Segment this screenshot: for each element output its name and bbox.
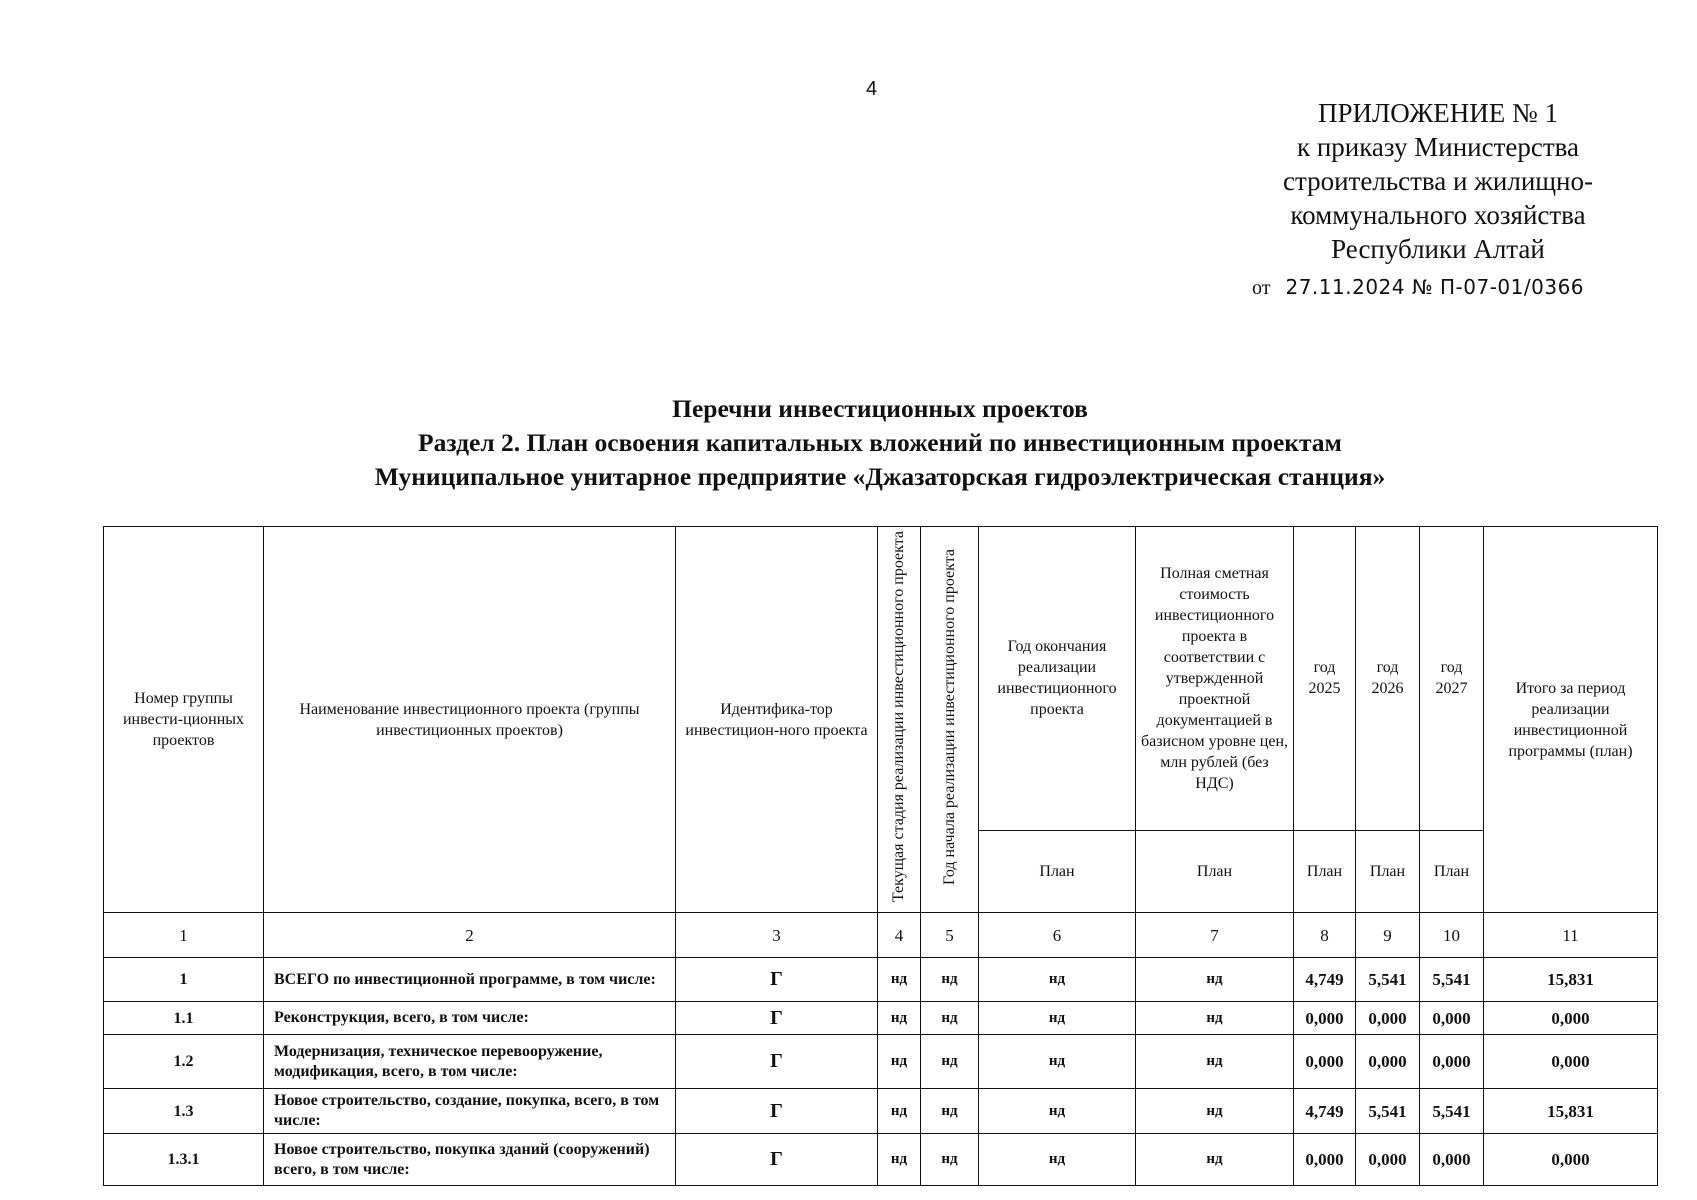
row-stage: нд <box>878 958 921 1002</box>
row-full-cost: нд <box>1136 1134 1294 1186</box>
header-stage <box>878 527 921 913</box>
row-2025: 4,749 <box>1294 1089 1356 1134</box>
date-prefix: от <box>1252 277 1271 299</box>
table-row <box>104 958 1658 1002</box>
row-2026: 0,000 <box>1356 1002 1420 1035</box>
row-stage: нд <box>878 1134 921 1186</box>
row-full-cost: нд <box>1136 958 1294 1002</box>
row-number: 1.2 <box>104 1035 264 1089</box>
row-name: Модернизация, техническое перевооружение, модификация, всего, в том числе: <box>264 1035 676 1089</box>
row-2026: 5,541 <box>1356 958 1420 1002</box>
row-end-year: нд <box>979 1134 1136 1186</box>
row-2025: 0,000 <box>1294 1035 1356 1089</box>
row-number: 1.3.1 <box>104 1134 264 1186</box>
row-stage: нд <box>878 1035 921 1089</box>
row-start-year: нд <box>921 1089 979 1134</box>
main-title: Перечни инвестиционных проектов <box>672 394 1088 423</box>
table-row <box>104 1035 1658 1089</box>
row-2025: 0,000 <box>1294 1002 1356 1035</box>
investment-projects-table <box>103 526 1658 1186</box>
row-start-year: нд <box>921 1002 979 1035</box>
row-identifier: Г <box>676 1035 878 1089</box>
header-stage-text: Текущая стадия реализации инвестиционного проекта <box>890 531 907 903</box>
column-number: 4 <box>878 913 921 958</box>
column-number: 9 <box>1356 913 1420 958</box>
row-2025: 4,749 <box>1294 958 1356 1002</box>
plan-label: План <box>1356 830 1420 912</box>
row-start-year: нд <box>921 1134 979 1186</box>
row-number: 1.1 <box>104 1002 264 1035</box>
row-end-year: нд <box>979 1089 1136 1134</box>
row-end-year: нд <box>979 1002 1136 1035</box>
order-number: 27.11.2024 № П-07-01/0366 <box>1285 275 1585 299</box>
row-2026: 5,541 <box>1356 1089 1420 1134</box>
row-identifier: Г <box>676 1134 878 1186</box>
row-2026: 0,000 <box>1356 1035 1420 1089</box>
header-full-cost: Полная сметная стоимость инвестиционного проекта в соответствии с утвержденной проектной документацией в базисном уровне цен, млн рублей (без НДС) <box>1136 527 1294 831</box>
row-stage: нд <box>878 1002 921 1035</box>
table-row <box>104 1002 1658 1035</box>
appendix-line: коммунального хозяйства <box>1290 200 1586 230</box>
page-number: 4 <box>866 78 878 100</box>
row-total: 0,000 <box>1484 1134 1658 1186</box>
section-title: Раздел 2. План освоения капитальных вложений по инвестиционным проектам <box>418 428 1342 457</box>
row-identifier: Г <box>676 958 878 1002</box>
appendix-header <box>1248 96 1628 305</box>
header-total: Итого за период реализации инвестиционной программы (план) <box>1484 527 1658 913</box>
column-number-row <box>104 913 1658 958</box>
header-year-2025: год 2025 <box>1294 527 1356 831</box>
row-name: ВСЕГО по инвестиционной программе, в том числе: <box>264 958 676 1002</box>
row-identifier: Г <box>676 1089 878 1134</box>
row-2027: 5,541 <box>1420 1089 1484 1134</box>
column-number: 6 <box>979 913 1136 958</box>
table-row <box>104 1134 1658 1186</box>
row-2026: 0,000 <box>1356 1134 1420 1186</box>
header-project-name: Наименование инвестиционного проекта (группы инвестиционных проектов) <box>264 527 676 913</box>
order-date-line <box>1248 270 1628 305</box>
header-end-year: Год окончания реализации инвестиционного проекта <box>979 527 1136 831</box>
row-total: 0,000 <box>1484 1002 1658 1035</box>
row-start-year: нд <box>921 1035 979 1089</box>
row-number: 1 <box>104 958 264 1002</box>
plan-label: План <box>1136 830 1294 912</box>
column-number: 8 <box>1294 913 1356 958</box>
plan-label: План <box>979 830 1136 912</box>
row-full-cost: нд <box>1136 1035 1294 1089</box>
table-row <box>104 1089 1658 1134</box>
row-name: Реконструкция, всего, в том числе: <box>264 1002 676 1035</box>
plan-label: План <box>1294 830 1356 912</box>
row-total: 15,831 <box>1484 958 1658 1002</box>
header-year-2026: год 2026 <box>1356 527 1420 831</box>
appendix-line: к приказу Министерства <box>1296 132 1580 162</box>
header-group-number: Номер группы инвести-ционных проектов <box>104 527 264 913</box>
row-name: Новое строительство, создание, покупка, всего, в том числе: <box>264 1089 676 1134</box>
appendix-line: Республики Алтай <box>1331 234 1545 264</box>
header-row <box>104 527 1658 831</box>
column-number: 3 <box>676 913 878 958</box>
column-number: 5 <box>921 913 979 958</box>
document-titles <box>0 392 1697 494</box>
row-2027: 5,541 <box>1420 958 1484 1002</box>
column-number: 2 <box>264 913 676 958</box>
row-end-year: нд <box>979 1035 1136 1089</box>
row-end-year: нд <box>979 958 1136 1002</box>
row-full-cost: нд <box>1136 1089 1294 1134</box>
row-2027: 0,000 <box>1420 1002 1484 1035</box>
row-name: Новое строительство, покупка зданий (сооружений) всего, в том числе: <box>264 1134 676 1186</box>
row-stage: нд <box>878 1089 921 1134</box>
header-identifier: Идентифика-тор инвестицион-ного проекта <box>676 527 878 913</box>
appendix-title: ПРИЛОЖЕНИЕ № 1 <box>1317 98 1559 128</box>
row-number: 1.3 <box>104 1089 264 1134</box>
row-start-year: нд <box>921 958 979 1002</box>
header-start-year-text: Год начала реализации инвестиционного проекта <box>940 548 958 885</box>
column-number: 7 <box>1136 913 1294 958</box>
column-number: 1 <box>104 913 264 958</box>
row-total: 15,831 <box>1484 1089 1658 1134</box>
plan-label: План <box>1420 830 1484 912</box>
row-total: 0,000 <box>1484 1035 1658 1089</box>
row-identifier: Г <box>676 1002 878 1035</box>
row-2027: 0,000 <box>1420 1134 1484 1186</box>
column-number: 11 <box>1484 913 1658 958</box>
appendix-line: строительства и жилищно- <box>1283 166 1593 196</box>
row-2025: 0,000 <box>1294 1134 1356 1186</box>
row-full-cost: нд <box>1136 1002 1294 1035</box>
row-2027: 0,000 <box>1420 1035 1484 1089</box>
column-number: 10 <box>1420 913 1484 958</box>
organization-title: Муниципальное унитарное предприятие «Джазаторская гидроэлектрическая станция» <box>374 462 1386 491</box>
header-year-2027: год 2027 <box>1420 527 1484 831</box>
header-start-year <box>921 527 979 913</box>
